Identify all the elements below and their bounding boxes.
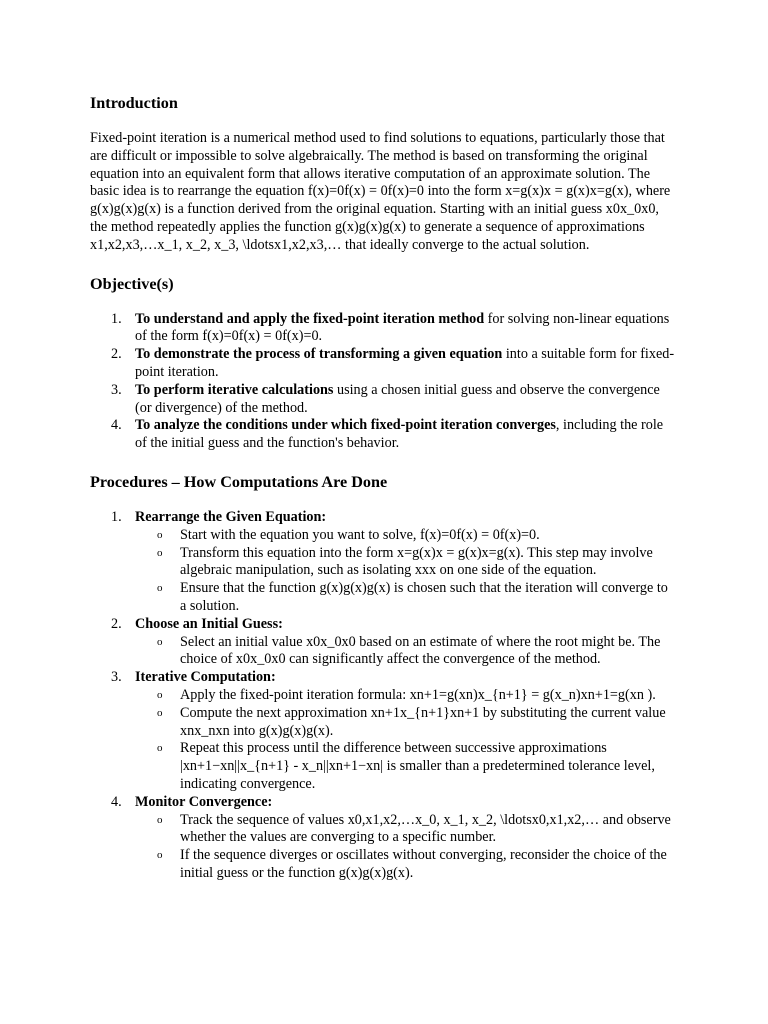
bullet-marker: o: [157, 849, 163, 862]
list-number: 4.: [111, 417, 122, 434]
procedures-heading: Procedures – How Computations Are Done: [90, 472, 388, 491]
sub-item-text: Repeat this process until the difference between successive approximations |xn+1−xn||x_{n+1} - x_n||xn+1−xn| is smaller than a predetermined tolerance level, indicating convergence.: [180, 740, 655, 792]
bullet-marker: o: [157, 706, 163, 719]
procedures-list: [90, 509, 677, 883]
list-number: 4.: [111, 793, 122, 810]
sub-item: [135, 580, 677, 616]
objective-item: [90, 346, 677, 382]
intro-heading: Introduction: [90, 94, 178, 112]
objective-text: into a suitable form for fixed-point iteration.: [135, 346, 675, 380]
bullet-marker: o: [157, 546, 163, 559]
objectives-heading: Objective(s): [90, 274, 174, 293]
list-number: 2.: [111, 346, 122, 363]
sub-item-text: If the sequence diverges or oscillates without converging, reconsider the choice of the initial guess or the function g(x)g(x)g(x).: [180, 847, 667, 881]
procedure-step: [90, 616, 677, 669]
objective-item: [90, 382, 677, 418]
procedure-step: [90, 669, 677, 794]
objective-text: for solving non-linear equations of the form f(x)=0f(x) = 0f(x)=0.: [135, 310, 670, 345]
objective-bold: To demonstrate the process of transforming a given equation: [135, 346, 503, 363]
objective-item: [90, 311, 677, 347]
step-title: Iterative Computation:: [135, 669, 276, 686]
objective-bold: To perform iterative calculations: [135, 381, 334, 398]
sub-list: [135, 812, 677, 883]
sub-item-text: Track the sequence of values x0,x1,x2,…x_0, x_1, x_2, \ldotsx0,x1,x2,… and observe whether the values are converging to a specific number.: [180, 811, 671, 846]
objective-item: [90, 417, 677, 453]
sub-item: [135, 705, 677, 741]
procedure-step: [90, 794, 677, 883]
bullet-marker: o: [157, 813, 163, 826]
sub-item: [135, 740, 677, 793]
sub-item: [135, 687, 677, 705]
sub-item-text: Apply the fixed-point iteration formula: xn+1=g(xn)x_{n+1} = g(x_n)xn+1=g(xn ).: [180, 686, 656, 703]
sub-item: [135, 812, 677, 848]
sub-item-text: Start with the equation you want to solve, f(x)=0f(x) = 0f(x)=0.: [180, 526, 540, 543]
bullet-marker: o: [157, 528, 163, 541]
objective-text: using a chosen initial guess and observe the convergence (or divergence) of the method.: [135, 381, 660, 416]
list-number: 3.: [111, 669, 122, 686]
sub-list: [135, 527, 677, 616]
sub-list: [135, 687, 677, 794]
intro-paragraph: Fixed-point iteration is a numerical method used to find solutions to equations, particularly those that are difficult or impossible to solve algebraically. The method is based on transforming the original equation into an equivalent form that allows iterative computation of an approximate solution. The basic idea is to rearrange the equation f(x)=0f(x) = 0f(x)=0 into the form x=g(x)x = g(x)x=g(x), where g(x)g(x)g(x) is a function derived from the original equation. Starting with an initial guess x0x_0x0, the method repeatedly applies the function g(x)g(x)g(x) to generate a sequence of approximations x1,x2,x3,…x_1, x_2, x_3, \ldotsx1,x2,x3,… that ideally converge to the actual solution.: [90, 130, 671, 253]
sub-item: [135, 545, 677, 581]
bullet-marker: o: [157, 582, 163, 595]
step-title: Monitor Convergence:: [135, 793, 273, 810]
sub-item-text: Select an initial value x0x_0x0 based on an estimate of where the root might be. The choice of x0x_0x0 can significantly affect the convergence of the method.: [180, 633, 661, 668]
objective-bold: To analyze the conditions under which fixed-point iteration converges: [135, 417, 556, 434]
bullet-marker: o: [157, 635, 163, 648]
objective-bold: To understand and apply the fixed-point iteration method: [135, 310, 485, 327]
sub-item: [135, 527, 677, 545]
objective-text: , including the role of the initial guess and the function's behavior.: [135, 417, 664, 452]
sub-item: [135, 847, 677, 883]
list-number: 1.: [111, 508, 122, 525]
bullet-marker: o: [157, 688, 163, 701]
list-number: 3.: [111, 381, 122, 398]
sub-list: [135, 634, 677, 670]
bullet-marker: o: [157, 742, 163, 755]
sub-item-text: Compute the next approximation xn+1x_{n+1}xn+1 by substituting the current value xnx_nxn into g(x)g(x)g(x).: [180, 704, 666, 739]
step-title: Rearrange the Given Equation:: [135, 508, 327, 525]
sub-item: [135, 634, 677, 670]
sub-item-text: Ensure that the function g(x)g(x)g(x) is chosen such that the iteration will converge to a solution.: [180, 580, 668, 614]
list-number: 1.: [111, 310, 122, 327]
sub-item-text: Transform this equation into the form x=g(x)x = g(x)x=g(x). This step may involve algebraic manipulation, such as isolating xxx on one side of the equation.: [180, 544, 653, 579]
procedure-step: [90, 509, 677, 616]
list-number: 2.: [111, 615, 122, 632]
objectives-list: [90, 311, 677, 453]
step-title: Choose an Initial Guess:: [135, 615, 283, 632]
